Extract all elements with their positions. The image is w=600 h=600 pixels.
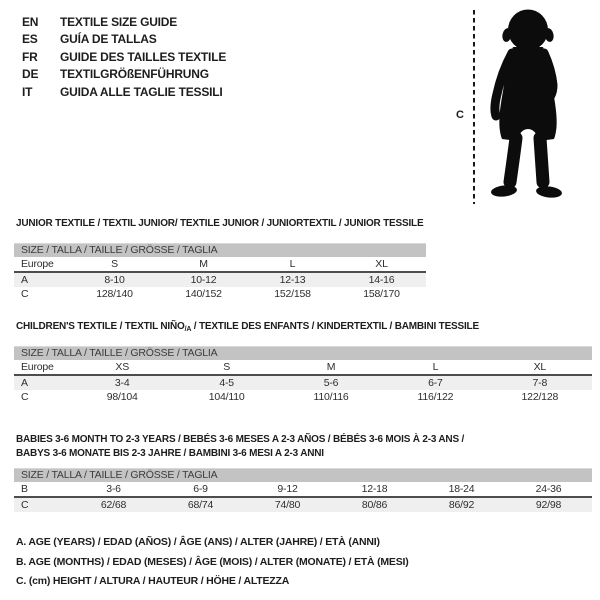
size-cell: 98/104 [106, 391, 138, 403]
table-row [14, 257, 426, 273]
size-cell: L [289, 258, 296, 270]
size-cell: 5-6 [323, 377, 339, 389]
size-cell: 14-16 [368, 274, 395, 286]
legend-line-b: B. AGE (MONTHS) / EDAD (MESES) / ÂGE (MOIS) / ALTER (MONATE) / ETÀ (MESI) [16, 555, 409, 568]
table-row [14, 498, 592, 512]
language-title: GUIDA ALLE TAGLIE TESSILI [60, 84, 223, 99]
table-row [14, 482, 592, 498]
size-cell: 110/116 [313, 391, 349, 403]
size-cell: 6-7 [428, 377, 443, 389]
row-label: A [21, 274, 28, 286]
size-cell: 12-13 [279, 274, 306, 286]
size-cell: 4-5 [219, 377, 234, 389]
size-header-band: SIZE / TALLA / TAILLE / GRÖSSE / TAGLIA [14, 243, 426, 257]
junior-size-table [14, 243, 426, 301]
table-row [14, 390, 592, 404]
table-row [14, 287, 426, 301]
row-label: C [21, 391, 29, 403]
measure-legend [16, 533, 409, 592]
row-label: B [21, 483, 28, 495]
size-cell: 12-18 [361, 483, 388, 495]
language-code: IT [22, 84, 33, 99]
legend-line-c: C. (cm) HEIGHT / ALTURA / HAUTEUR / HÖHE / ALTEZZA [16, 575, 290, 587]
size-cell: 3-4 [114, 377, 130, 389]
height-measure-label: C [456, 109, 464, 121]
children-title-post: / TEXTILE DES ENFANTS / KINDERTEXTIL / BAMBINI TESSILE [191, 321, 479, 332]
children-table-title [16, 320, 479, 335]
children-title-subscript: /A [184, 326, 192, 333]
language-code: EN [22, 15, 39, 29]
size-cell: 92/98 [535, 499, 562, 511]
size-cell: 24-36 [535, 483, 562, 495]
size-cell: 8-10 [104, 274, 125, 286]
row-label: C [21, 288, 29, 300]
size-cell: 74/80 [274, 499, 301, 511]
language-code: DE [22, 67, 39, 82]
size-cell: XS [115, 361, 129, 373]
row-label: C [21, 499, 29, 511]
size-cell: 140/152 [185, 288, 222, 300]
size-header-band: SIZE / TALLA / TAILLE / GRÖSSE / TAGLIA [14, 346, 592, 360]
language-code: FR [22, 49, 38, 64]
table-row [14, 360, 592, 376]
size-cell: 68/74 [187, 499, 214, 511]
legend-line-a: A. AGE (YEARS) / EDAD (AÑOS) / ÂGE (ANS) / ALTER (JAHRE) / ETÀ (ANNI) [16, 536, 380, 548]
size-cell: 10-12 [190, 274, 217, 286]
size-cell: 104/110 [208, 391, 245, 403]
baby-silhouette-icon [483, 8, 575, 206]
table-row [14, 376, 592, 390]
babies-table-title [16, 433, 464, 461]
language-title: TEXTILGRÖßENFÜHRUNG [60, 67, 209, 82]
height-measure-line [471, 8, 477, 206]
babies-title-line2: BABYS 3-6 MONATE BIS 2-3 JAHRE / BAMBINI 3-6 MESI A 2-3 ANNI [16, 448, 324, 459]
size-cell: M [326, 361, 336, 373]
size-cell: 62/68 [100, 499, 127, 511]
size-header-band: SIZE / TALLA / TAILLE / GRÖSSE / TAGLIA [14, 468, 592, 482]
size-cell: S [223, 361, 231, 373]
language-code: ES [22, 32, 38, 47]
children-size-table [14, 346, 592, 404]
size-cell: 18-24 [448, 483, 475, 495]
language-title: GUÍA DE TALLAS [60, 32, 157, 47]
size-cell: 6-9 [193, 483, 208, 495]
size-cell: 3-6 [106, 483, 121, 495]
language-title: GUIDE DES TAILLES TEXTILE [60, 49, 227, 64]
size-cell: 152/158 [274, 288, 311, 300]
language-title: TEXTILE SIZE GUIDE [60, 15, 178, 29]
size-cell: L [432, 361, 439, 373]
size-cell: M [199, 258, 208, 270]
junior-table-title: JUNIOR TEXTILE / TEXTIL JUNIOR/ TEXTILE JUNIOR / JUNIORTEXTIL / JUNIOR TESSILE [16, 218, 424, 229]
row-label: A [21, 377, 28, 389]
size-cell: XL [533, 361, 547, 373]
babies-size-table [14, 468, 592, 512]
size-cell: 80/86 [361, 499, 388, 511]
size-cell: 158/170 [363, 288, 400, 300]
babies-title-line1: BABIES 3-6 MONTH TO 2-3 YEARS / BEBÉS 3-6 MESES A 2-3 AÑOS / BÉBÉS 3-6 MOIS À 2-3 ANS / [16, 434, 465, 445]
table-row [14, 273, 426, 287]
row-label: Europe [21, 258, 54, 270]
size-cell: 116/122 [417, 391, 454, 403]
size-cell: XL [375, 258, 388, 270]
size-cell: S [111, 258, 118, 270]
size-cell: 86/92 [448, 499, 475, 511]
language-title-list [22, 14, 226, 101]
size-cell: 7-8 [532, 377, 548, 389]
size-cell: 128/140 [96, 288, 133, 300]
row-label: Europe [21, 361, 54, 373]
size-cell: 9-12 [277, 483, 298, 495]
size-cell: 122/128 [521, 391, 559, 403]
children-title-pre: CHILDREN'S TEXTILE / TEXTIL NIÑO [16, 321, 185, 332]
